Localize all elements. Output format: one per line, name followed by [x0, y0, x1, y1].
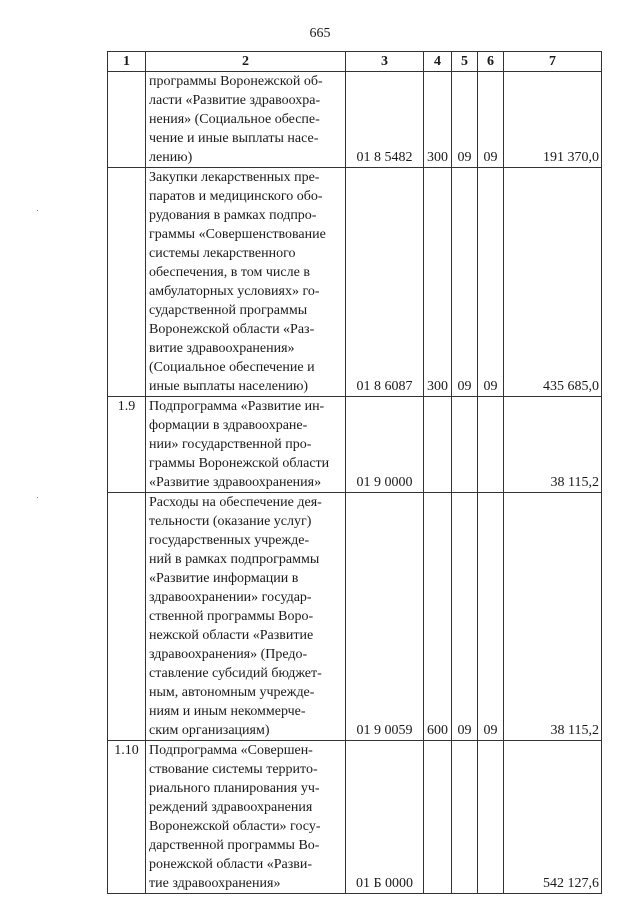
description-line: нежской области «Развитие [149, 628, 314, 643]
column-header: 5 [452, 52, 478, 72]
description-line: витие здравоохранения» [149, 341, 295, 356]
subsection-code [478, 741, 504, 894]
amount: 38 115,2 [504, 397, 602, 493]
subsection-code: 09 [478, 72, 504, 168]
section-code: 09 [452, 72, 478, 168]
amount: 191 370,0 [504, 72, 602, 168]
row-number: 1.9 [108, 397, 146, 493]
expense-type: 300 [424, 168, 452, 397]
amount: 38 115,2 [504, 493, 602, 741]
scan-speck [37, 210, 38, 211]
budget-code: 01 8 5482 [346, 72, 424, 168]
description-line: реждений здравоохранения [149, 800, 313, 815]
column-header: 7 [504, 52, 602, 72]
row-description [146, 493, 346, 741]
expense-type [424, 397, 452, 493]
description-line: программы Воронежской об- [149, 74, 323, 89]
table-row [108, 72, 602, 168]
column-header: 4 [424, 52, 452, 72]
section-code [452, 397, 478, 493]
description-line: паратов и медицинского обо- [149, 189, 323, 204]
description-line: ронежской области «Разви- [149, 857, 313, 872]
description-line: нии» государственной про- [149, 437, 312, 452]
column-header: 2 [146, 52, 346, 72]
description-line: «Развитие информации в [149, 571, 299, 586]
budget-code: 01 9 0059 [346, 493, 424, 741]
description-line: Закупки лекарственных пре- [149, 170, 320, 185]
description-line: граммы Воронежской области [149, 456, 330, 471]
description-line: иные выплаты населению) [149, 379, 309, 394]
table-row [108, 493, 602, 741]
column-header: 1 [108, 52, 146, 72]
budget-code: 01 Б 0000 [346, 741, 424, 894]
description-line: ний в рамках подпрограммы [149, 552, 320, 567]
column-header: 6 [478, 52, 504, 72]
row-number: 1.10 [108, 741, 146, 894]
budget-code: 01 9 0000 [346, 397, 424, 493]
description-line: сударственной программы [149, 303, 308, 318]
expense-type [424, 741, 452, 894]
column-header: 3 [346, 52, 424, 72]
row-number [108, 72, 146, 168]
description-line: дарственной программы Во- [149, 838, 320, 853]
budget-code: 01 8 6087 [346, 168, 424, 397]
page-number: 665 [309, 26, 331, 41]
row-description [146, 168, 346, 397]
table-row [108, 741, 602, 894]
description-line: ласти «Развитие здравоохра- [149, 93, 321, 108]
row-number [108, 168, 146, 397]
description-line: (Социальное обеспечение и [149, 360, 315, 375]
description-line: рудования в рамках подпро- [149, 208, 317, 223]
description-line: ственной программы Воро- [149, 609, 314, 624]
amount: 542 127,6 [504, 741, 602, 894]
row-description [146, 72, 346, 168]
subsection-code [478, 397, 504, 493]
expense-type: 600 [424, 493, 452, 741]
description-line: ским организациям) [149, 723, 270, 738]
description-line: ным, автономным учрежде- [149, 685, 315, 700]
section-code [452, 741, 478, 894]
expense-type: 300 [424, 72, 452, 168]
description-line: государственных учрежде- [149, 533, 310, 548]
subsection-code: 09 [478, 493, 504, 741]
description-line: граммы «Совершенствование [149, 227, 326, 242]
description-line: тельности (оказание услуг) [149, 514, 312, 529]
section-code: 09 [452, 168, 478, 397]
scan-speck [37, 497, 38, 498]
header-row [108, 52, 602, 72]
table-row [108, 168, 602, 397]
description-line: здравоохранения» (Предо- [149, 647, 308, 662]
description-line: амбулаторных условиях» го- [149, 284, 320, 299]
description-line: ствование системы террито- [149, 762, 318, 777]
row-description [146, 741, 346, 894]
description-line: Расходы на обеспечение дея- [149, 495, 322, 510]
description-line: системы лекарственного [149, 246, 296, 261]
row-number [108, 493, 146, 741]
row-description [146, 397, 346, 493]
description-line: формации в здравоохране- [149, 418, 308, 433]
description-line: ставление субсидий бюджет- [149, 666, 322, 681]
description-line: Воронежской области «Раз- [149, 322, 315, 337]
description-line: Воронежской области» госу- [149, 819, 321, 834]
description-line: ниям и иным некоммерче- [149, 704, 306, 719]
amount: 435 685,0 [504, 168, 602, 397]
description-line: обеспечения, в том числе в [149, 265, 310, 280]
section-code: 09 [452, 493, 478, 741]
description-line: риального планирования уч- [149, 781, 320, 796]
budget-table [107, 51, 602, 894]
description-line: нения» (Социальное обеспе- [149, 112, 320, 127]
description-line: тие здравоохранения» [149, 876, 281, 891]
description-line: здравоохранении» государ- [149, 590, 312, 605]
description-line: лению) [149, 150, 193, 165]
table-row [108, 397, 602, 493]
description-line: «Развитие здравоохранения» [149, 475, 322, 490]
subsection-code: 09 [478, 168, 504, 397]
description-line: Подпрограмма «Развитие ин- [149, 399, 325, 414]
description-line: Подпрограмма «Совершен- [149, 743, 313, 758]
description-line: чение и иные выплаты насе- [149, 131, 319, 146]
